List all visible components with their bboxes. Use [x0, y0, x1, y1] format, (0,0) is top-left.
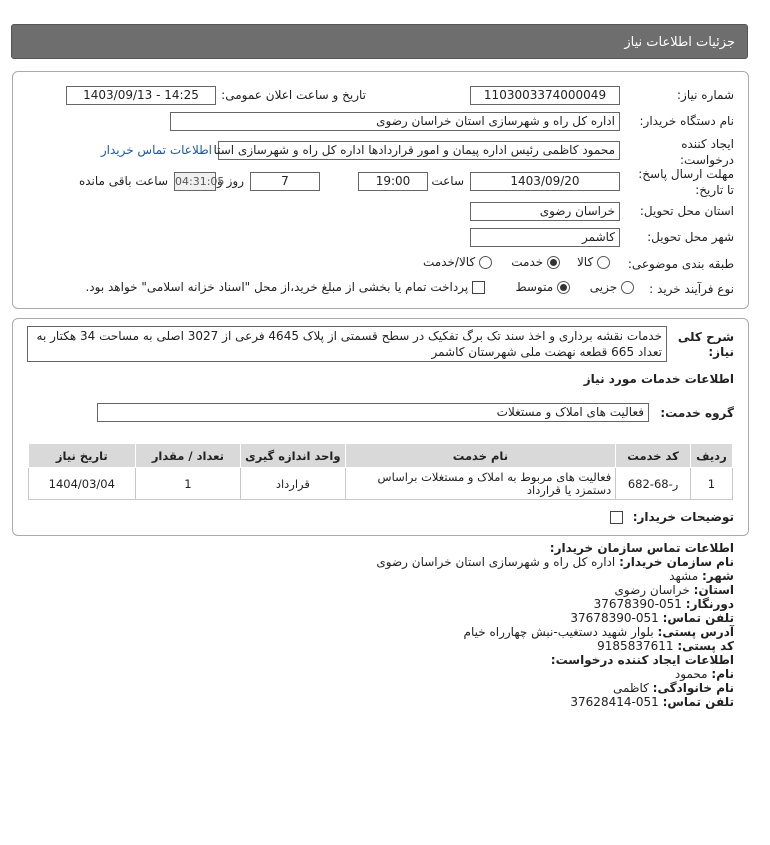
process-radio-minor[interactable]	[621, 281, 634, 294]
contact-province-label: استان:	[693, 583, 734, 597]
contact-title-text: اطلاعات تماس سازمان خریدار:	[549, 541, 734, 555]
table-row	[29, 468, 733, 500]
contact-fax-value: 051-37678390	[593, 597, 682, 611]
contact-postal-value: 9185837611	[597, 639, 674, 653]
creator-family	[613, 681, 734, 695]
buyer-notes-checkbox[interactable]	[610, 511, 623, 524]
deadline-label-line2: تا تاریخ:	[695, 183, 734, 197]
process-label: نوع فرآیند خرید :	[649, 282, 734, 296]
category-radio-goods[interactable]	[597, 256, 610, 269]
row-qty: 1	[135, 468, 241, 500]
need-number-label: شماره نیاز:	[677, 88, 734, 102]
buyer-contact-link[interactable]: اطلاعات تماس خریدار	[100, 143, 212, 157]
services-table-header	[29, 444, 733, 468]
services-table	[28, 443, 733, 500]
category-option-both-label: کالا/خدمت	[422, 255, 476, 269]
col-name: نام خدمت	[345, 444, 616, 468]
description-label	[678, 330, 734, 360]
contact-org-label: نام سازمان خریدار:	[619, 555, 734, 569]
category-option-service[interactable]	[511, 255, 560, 269]
process-radio-medium[interactable]	[557, 281, 570, 294]
process-option-medium[interactable]	[515, 280, 570, 294]
buyer-notes-label-text: توضیحات خریدار:	[632, 510, 734, 524]
creator-name	[675, 667, 734, 681]
city-label: شهر محل تحویل:	[647, 230, 734, 244]
creator-phone-value: 051-37628414	[570, 695, 659, 709]
buyer-label: نام دستگاه خریدار:	[639, 114, 734, 128]
row-unit: قرارداد	[241, 468, 345, 500]
remaining-label: ساعت باقی مانده	[78, 174, 168, 188]
days-label: روز و	[217, 174, 244, 188]
col-date: تاریخ نیاز	[29, 444, 136, 468]
creator-family-label: نام خانوادگی:	[652, 681, 734, 695]
contact-postal	[597, 639, 734, 653]
contact-title	[550, 541, 734, 555]
process-option-medium-label: متوسط	[515, 280, 554, 294]
treasury-checkbox[interactable]	[472, 281, 485, 294]
contact-phone-label: تلفن تماس:	[662, 611, 734, 625]
contact-org-value: اداره کل راه و شهرسازی استان خراسان رضوی	[376, 555, 616, 569]
creator-label	[680, 136, 734, 168]
col-qty: تعداد / مقدار	[135, 444, 241, 468]
province-field[interactable]: خراسان رضوی	[470, 202, 620, 221]
contact-city	[669, 569, 734, 583]
process-option-minor-label: جزیی	[589, 280, 618, 294]
contact-phone-value: 051-37678390	[570, 611, 659, 625]
creator-name-label: نام:	[711, 667, 734, 681]
contact-postal-label: کد پستی:	[677, 639, 734, 653]
creator-label-line2: درخواست:	[680, 153, 734, 167]
remaining-time-field: 04:31:05	[174, 172, 216, 191]
row-index: 1	[690, 468, 732, 500]
contact-city-label: شهر:	[702, 569, 734, 583]
category-radio-both[interactable]	[479, 256, 492, 269]
category-label: طبقه بندی موضوعی:	[627, 257, 734, 271]
treasury-payment-option[interactable]	[85, 280, 485, 294]
category-option-both[interactable]	[423, 255, 492, 269]
buyer-notes-label	[610, 510, 734, 524]
deadline-label	[638, 166, 734, 198]
category-radio-service[interactable]	[547, 256, 560, 269]
deadline-time-field[interactable]: 19:00	[358, 172, 428, 191]
category-option-goods[interactable]	[577, 255, 610, 269]
col-index: ردیف	[690, 444, 732, 468]
process-option-minor[interactable]	[590, 280, 634, 294]
treasury-note: پرداخت تمام یا بخشی از مبلغ خرید،از محل "اسناد خزانه اسلامی" خواهد بود.	[85, 280, 469, 294]
deadline-label-line1: مهلت ارسال پاسخ:	[638, 167, 734, 181]
contact-province-value: خراسان رضوی	[614, 583, 690, 597]
creator-label-line1: ایجاد کننده	[681, 137, 734, 151]
announce-datetime-field[interactable]: 1403/09/13 - 14:25	[66, 86, 216, 105]
col-code: کد خدمت	[616, 444, 691, 468]
creator-field[interactable]: محمود کاظمی رئیس اداره پیمان و امور قراردادها اداره کل راه و شهرسازی استا	[218, 141, 620, 160]
services-section-title: اطلاعات خدمات مورد نیاز	[583, 372, 734, 386]
page-header	[11, 24, 748, 59]
service-group-field[interactable]: فعالیت های املاک و مستغلات	[97, 403, 649, 422]
contact-city-value: مشهد	[669, 569, 699, 583]
description-text: خدمات نقشه برداری و اخذ سند تک برگ تفکیک در سطح قسمتی از پلاک 4645 فرعی از 3027 اصلی به مساحت 34 هکتار به تعداد 665 قطعه نهضت ملی شهرستان کاشمر	[27, 326, 667, 362]
contact-phone	[570, 611, 734, 625]
row-date: 1404/03/04	[29, 468, 136, 500]
category-option-goods-label: کالا	[576, 255, 594, 269]
row-code: ر-68-682	[616, 468, 691, 500]
contact-address-label: آدرس پستی:	[657, 625, 734, 639]
category-option-service-label: خدمت	[511, 255, 544, 269]
description-label-line1: شرح کلی	[677, 330, 734, 344]
description-label-line2: نیاز:	[708, 345, 734, 359]
contact-org	[376, 555, 734, 569]
contact-province	[615, 583, 734, 597]
deadline-date-field[interactable]: 1403/09/20	[470, 172, 620, 191]
contact-address	[464, 625, 734, 639]
need-number-field[interactable]: 1103003374000049	[470, 86, 620, 105]
contact-fax	[594, 597, 734, 611]
creator-phone-label: تلفن تماس:	[662, 695, 734, 709]
city-field[interactable]: کاشمر	[470, 228, 620, 247]
announce-label: تاریخ و ساعت اعلان عمومی:	[221, 88, 366, 102]
creator-title-text: اطلاعات ایجاد کننده درخواست:	[550, 653, 734, 667]
col-unit: واحد اندازه گیری	[241, 444, 345, 468]
page-title: جزئیات اطلاعات نیاز	[624, 35, 735, 50]
creator-name-value: محمود	[674, 667, 708, 681]
service-group-label: گروه خدمت:	[660, 406, 734, 420]
row-name: فعالیت های مربوط به املاک و مستغلات براساس دستمزد یا قرارداد	[345, 468, 616, 500]
deadline-time-label: ساعت	[431, 174, 464, 188]
creator-phone	[570, 695, 734, 709]
contact-fax-label: دورنگار:	[685, 597, 734, 611]
creator-title	[551, 653, 734, 667]
contact-address-value: بلوار شهید دستغیب-نبش چهارراه خیام	[463, 625, 654, 639]
days-field[interactable]: 7	[250, 172, 320, 191]
creator-family-value: کاظمی	[612, 681, 649, 695]
province-label: استان محل تحویل:	[639, 204, 734, 218]
buyer-field[interactable]: اداره کل راه و شهرسازی استان خراسان رضوی	[170, 112, 620, 131]
